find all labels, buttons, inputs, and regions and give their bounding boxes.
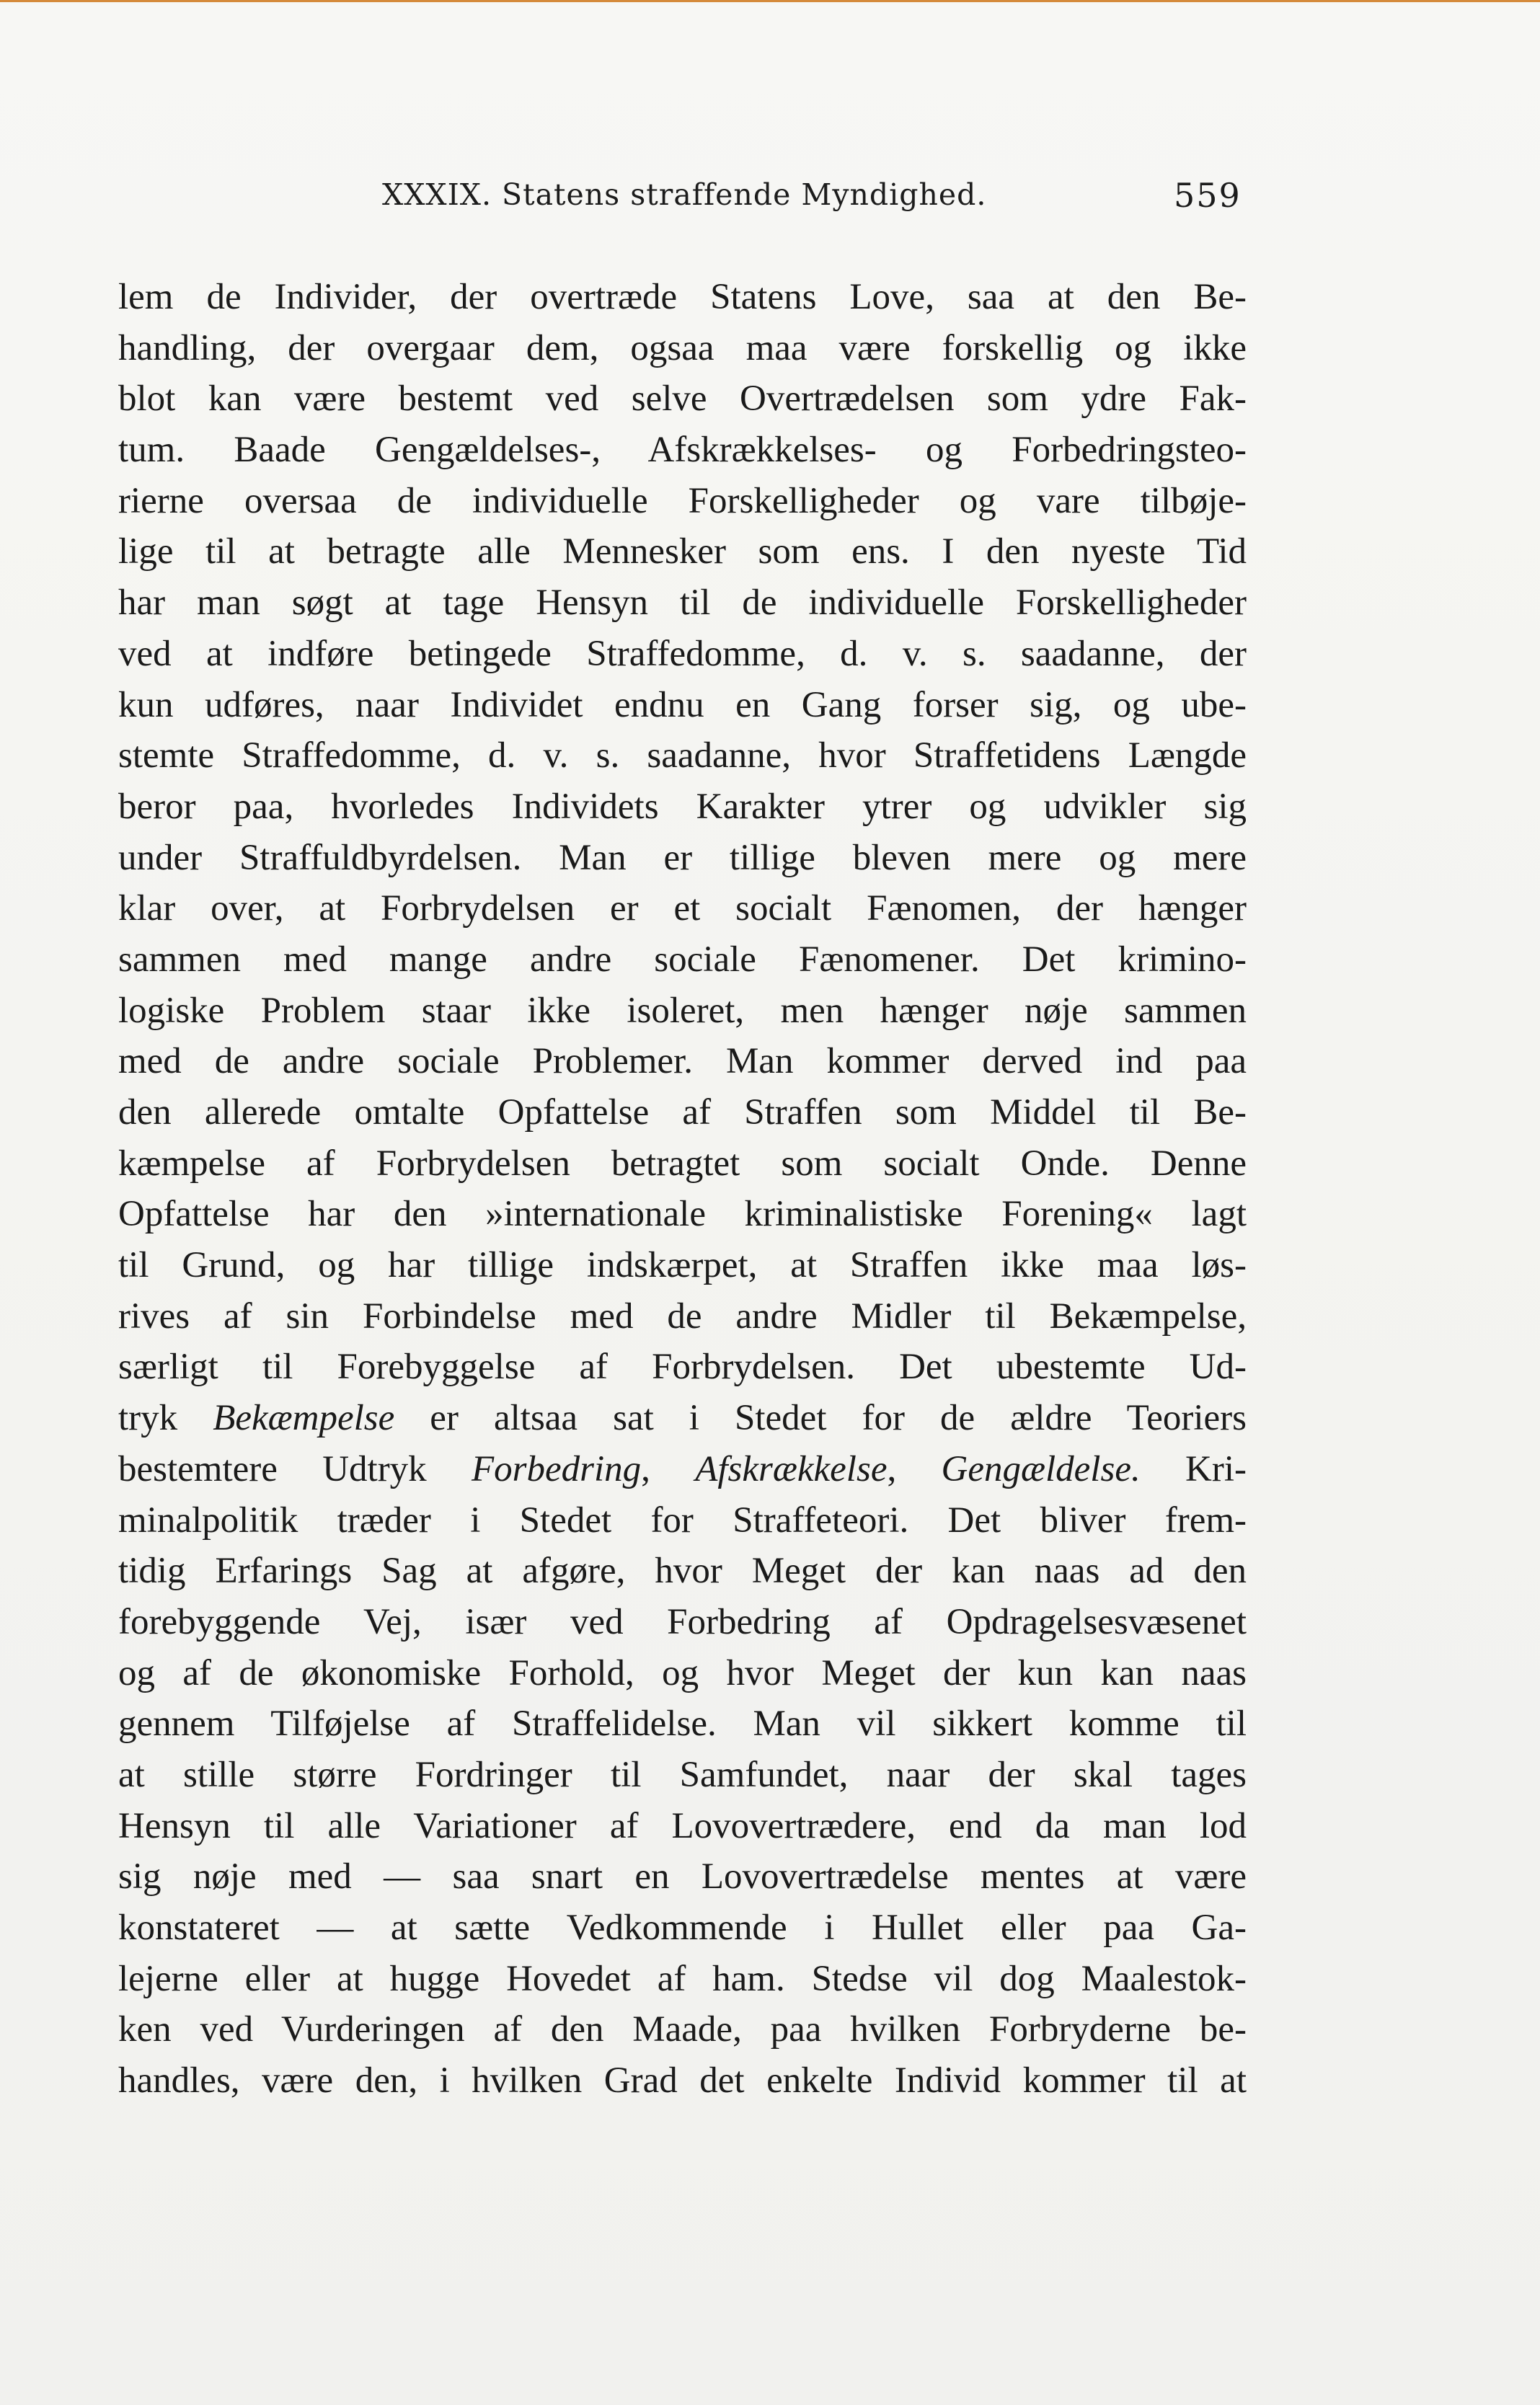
text-line-with-italic	[118, 1393, 1247, 1444]
line-text: tryk	[118, 1398, 213, 1439]
text-line: Opfattelse har den »internationale kriminalistiske Forening« lagt	[118, 1194, 1247, 1235]
text-line: Hensyn til alle Variationer af Lovovertrædere, end da man lod	[118, 1805, 1247, 1846]
text-line: og af de økonomiske Forhold, og hvor Meget der kun kan naas	[118, 1652, 1247, 1693]
italic-term: Afskrækkelse	[695, 1448, 888, 1489]
text-line: kæmpelse af Forbrydelsen betragtet som socialt Onde. Denne	[118, 1143, 1247, 1184]
running-head: XXXIX. Statens straffende Myndighed.	[382, 177, 987, 212]
text-line: konstateret — at sætte Vedkommende i Hullet eller paa Ga-	[118, 1908, 1247, 1948]
text-line: tidig Erfarings Sag at afgøre, hvor Meget der kan naas ad den	[118, 1551, 1247, 1592]
line-text: er altsaa sat i Stedet for de ældre Teoriers	[394, 1398, 1247, 1439]
text-line-with-italic	[118, 1444, 1247, 1495]
body-text	[118, 272, 1247, 2107]
text-line: logiske Problem staar ikke isoleret, men hænger nøje sammen	[118, 990, 1247, 1031]
line-text: ,	[887, 1448, 942, 1489]
text-line: beror paa, hvorledes Individets Karakter ytrer og udvikler sig	[118, 786, 1247, 827]
text-line: rierne oversaa de individuelle Forskelligheder og vare tilbøje-	[118, 480, 1247, 521]
text-line: at stille større Fordringer til Samfundet, naar der skal tages	[118, 1754, 1247, 1795]
text-line: stemte Straffedomme, d. v. s. saadanne, hvor Straffetidens Længde	[118, 735, 1247, 776]
italic-term: Forbedring	[472, 1448, 642, 1489]
text-line: blot kan være bestemt ved selve Overtrædelsen som ydre Fak-	[118, 378, 1247, 420]
text-line: ken ved Vurderingen af den Maade, paa hvilken Forbryderne be-	[118, 2009, 1247, 2050]
line-text: bestemtere Udtryk	[118, 1448, 472, 1489]
text-line: med de andre sociale Problemer. Man kommer derved ind paa	[118, 1041, 1247, 1082]
text-line: sammen med mange andre sociale Fænomener. Det krimino-	[118, 939, 1247, 980]
italic-term: Gengældelse.	[941, 1448, 1141, 1489]
text-line: klar over, at Forbrydelsen er et socialt Fænomen, der hænger	[118, 888, 1247, 929]
text-line: gennem Tilføjelse af Straffelidelse. Man vil sikkert komme til	[118, 1704, 1247, 1745]
text-line: forebyggende Vej, især ved Forbedring af Opdragelsesvæsenet	[118, 1601, 1247, 1642]
page-top-edge	[0, 0, 1540, 2]
text-line: handles, være den, i hvilken Grad det enkelte Individ kommer til at	[118, 2060, 1247, 2101]
text-line: særligt til Forebyggelse af Forbrydelsen. Det ubestemte Ud-	[118, 1347, 1247, 1388]
text-line: lejerne eller at hugge Hovedet af ham. Stedse vil dog Maalestok-	[118, 1958, 1247, 1999]
text-line: lem de Individer, der overtræde Statens Love, saa at den Be-	[118, 277, 1247, 317]
text-line: lige til at betragte alle Mennesker som ens. I den nyeste Tid	[118, 531, 1247, 572]
text-line: minalpolitik træder i Stedet for Straffeteori. Det bliver frem-	[118, 1500, 1247, 1541]
text-line: kun udføres, naar Individet endnu en Gang forser sig, og ube-	[118, 684, 1247, 725]
text-line: ved at indføre betingede Straffedomme, d. v. s. saadanne, der	[118, 633, 1247, 674]
text-line: har man søgt at tage Hensyn til de individuelle Forskelligheder	[118, 583, 1247, 624]
line-text: ,	[641, 1448, 696, 1489]
text-line: handling, der overgaar dem, ogsaa maa være forskellig og ikke	[118, 327, 1247, 368]
text-line: under Straffuldbyrdelsen. Man er tillige bleven mere og mere	[118, 837, 1247, 878]
text-line: sig nøje med — saa snart en Lovovertrædelse mentes at være	[118, 1856, 1247, 1897]
italic-term: Bekæmpelse	[213, 1398, 395, 1439]
text-line: den allerede omtalte Opfattelse af Straffen som Middel til Be-	[118, 1092, 1247, 1133]
page-number: 559	[1174, 176, 1242, 215]
text-line: tum. Baade Gengældelses-, Afskrækkelses- og Forbedringsteo-	[118, 430, 1247, 471]
text-line: rives af sin Forbindelse med de andre Midler til Bekæmpelse,	[118, 1295, 1247, 1337]
text-line: til Grund, og har tillige indskærpet, at Straffen ikke maa løs-	[118, 1245, 1247, 1286]
line-text: Kri-	[1140, 1448, 1247, 1489]
